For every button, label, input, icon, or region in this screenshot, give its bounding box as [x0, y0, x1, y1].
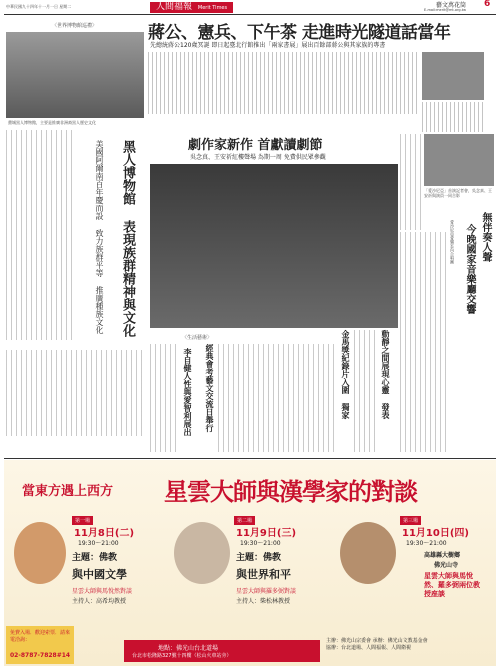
music-photo: [424, 134, 494, 186]
speaker-portrait-2: [174, 522, 230, 584]
ad-rule: [4, 458, 496, 459]
session-1-date: 11月8日(二): [74, 528, 135, 539]
session-3-date: 11月10日(四): [402, 528, 469, 539]
page-number: 6: [484, 0, 491, 9]
email: E-mail:merit@mt.org.tw: [424, 8, 466, 12]
ad-tagline: 當東方遇上西方: [22, 484, 114, 499]
session-3: [340, 516, 490, 626]
session-3-venue-line: 高雄縣大樹鄉: [424, 552, 461, 559]
organizer: [326, 638, 428, 645]
session-2: [174, 516, 334, 620]
organizer-text: 主辦：佛光山宗委會: [326, 638, 372, 644]
top-story-subtitle: 先總統蔣公120歲冥誕 即日起臺北行館推出「兩家書展」展出百餘部蔣公與其家族的專書: [150, 42, 386, 49]
masthead: [150, 2, 233, 13]
life-headline-1: 動靜之間展現心靈 發表: [381, 330, 390, 419]
venue-box: [124, 640, 320, 662]
ad-title: 星雲大師與漢學家的對談: [164, 477, 417, 506]
session-3-label: 第三場: [400, 516, 421, 525]
museum-tag: 〈世界博物館巡禮〉: [52, 23, 98, 29]
life-body-c: [354, 330, 376, 452]
session-1-topic-prefix: 主題：佛教: [72, 553, 118, 563]
session-1-host: 主持人：高希均教授: [72, 598, 127, 605]
session-2-label: 第二場: [234, 516, 255, 525]
museum-photo-caption: 費城黑人博物館，主要是推廣非洲裔黑人歷史文化: [8, 120, 96, 125]
header-rule: [4, 14, 496, 15]
museum-body-bottom: [6, 350, 144, 436]
museum-photo: [6, 32, 144, 118]
life-headline-4: 李自健人性與愛智利展出: [183, 348, 192, 436]
session-3-speakers: 星雲大師與馬悅然、羅多弼兩位教授座談: [424, 572, 480, 598]
section-name: 藝文萬花筒: [436, 2, 467, 9]
top-story-title: 蔣公、憲兵、下午茶 走進時光隧道話當年: [148, 23, 451, 43]
drama-body-right: [400, 134, 422, 230]
session-2-speakers: 星雲大師與羅多弼對談: [236, 588, 297, 595]
drama-title: 劇作家新作 首獻讀劇節: [188, 138, 323, 153]
museum-body-left: [6, 130, 72, 340]
issue-date: 中華民國九十四年十一月一日 星期二: [6, 4, 72, 9]
life-body-a: [150, 344, 176, 452]
music-headline-b: 今晚國家音樂廳交響: [464, 224, 475, 314]
brand: 人間福報: [156, 2, 193, 12]
session-1: [14, 516, 164, 620]
brand-en: Merit Times: [197, 5, 228, 11]
museum-headline-main: 黑人博物館 表現族群精神與文化: [120, 140, 135, 337]
session-1-topic: 與中國文學: [72, 568, 127, 581]
life-headline-3: 經典會考藝文交流日舉行: [205, 344, 214, 432]
session-1-speakers: 星雲大師與馬悅然對談: [72, 588, 133, 595]
top-story-photo: [422, 52, 484, 100]
museum-headline-sub: 美國阿爾南百年慶而設 致力族群平等 推廣種族文化: [95, 140, 104, 334]
session-2-host: 主持人：柴松林教授: [236, 598, 291, 605]
life-headline-2: 金馬獎紀錄片入圍 獨家: [341, 330, 350, 419]
session-2-topic: 與世界和平: [236, 568, 291, 581]
speaker-portrait-3: [340, 522, 396, 584]
drama-photo-caption: 「愛沙尼亞」首演記者會，吳念真、王安祈與演員一同合影: [424, 188, 492, 198]
event-ad: [4, 460, 496, 666]
ticket-info-box: [6, 626, 74, 664]
music-headline-a: 無伴奏人聲: [480, 212, 491, 262]
page-header: [0, 0, 500, 14]
co-organizer-text: 承辦：佛光山文教基金會: [372, 638, 428, 644]
session-3-venue: 佛光山寺: [434, 562, 459, 569]
session-3-time: 19:30～21:00: [406, 540, 447, 547]
music-photo-caption: 愛沙尼亞愛樂室內合唱團: [450, 220, 455, 264]
top-story-body-right: [422, 102, 484, 132]
speaker-portrait-1: [14, 522, 66, 584]
venue-address: 台北市松隆路327號十四樓（松山火車站旁）: [132, 653, 232, 659]
drama-photo: [150, 164, 398, 328]
partners: 協辦：台北道場、人間福報、人間衛視: [326, 645, 412, 651]
venue: 地點：佛光山台北道場: [158, 645, 219, 652]
ticket-info-label: 免費入場．歡迎索票．請來電洽詢：: [10, 630, 71, 643]
session-2-time: 19:30～21:00: [240, 540, 281, 547]
session-2-date: 11月9日(三): [236, 528, 297, 539]
session-1-time: 19:30～21:00: [78, 540, 119, 547]
drama-subtitle: 吳念真、王安祈紅樓聲場 為期一周 免費供民眾參觀: [190, 154, 326, 161]
ticket-phone: 02-8787-7828#14: [10, 652, 71, 659]
top-story-body: [148, 52, 418, 114]
session-1-label: 第一場: [72, 516, 93, 525]
session-2-topic-prefix: 主題：佛教: [236, 553, 282, 563]
music-body: [400, 232, 446, 452]
organizers: [326, 638, 428, 652]
life-body-b: [218, 344, 336, 452]
life-tag: 〈生活藝術〉: [182, 335, 213, 341]
